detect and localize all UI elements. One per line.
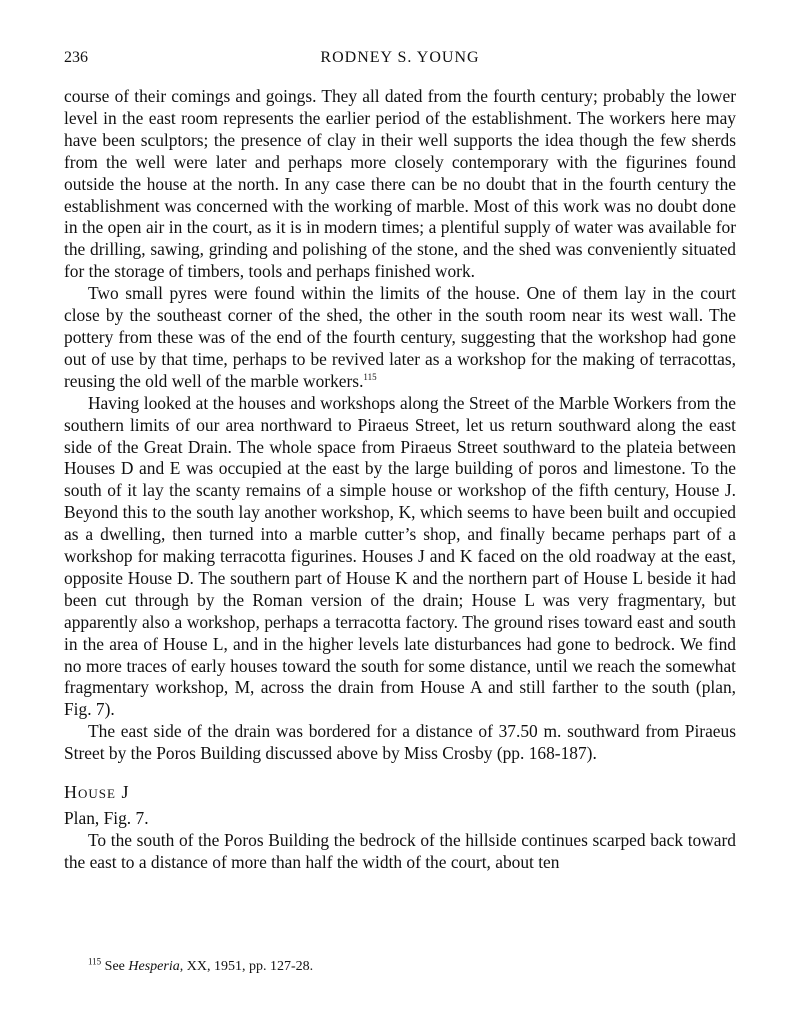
footnote-journal: Hesperia: [128, 959, 180, 974]
paragraph-1: course of their comings and goings. They all dated from the fourth century; probably the lower level in the east room represents the earlier period of the establishment. The workers here may have been sculptors; the presence of clay in their well supports the idea though the few sherds from the well were later and perhaps more closely contemporary with the figurines found outside the house at the north. In any case there can be no doubt that in the fourth century the establishment was concerned with the working of marble. Most of this work was no doubt done in the open air in the court, as it is in modern times; a plentiful supply of water was available for the drilling, sawing, grinding and polishing of the stone, and the shed was conveniently situated for the storage of timbers, tools and perhaps finished work.: [64, 86, 736, 282]
paragraph-4: The east side of the drain was bordered for a distance of 37.50 m. southward from Piraeus Street by the Poros Building discussed above by Miss Crosby (pp. 168-187).: [64, 721, 736, 764]
footnote-prefix: See: [104, 959, 125, 974]
page-number: 236: [64, 49, 88, 66]
running-title: RODNEY S. YOUNG: [320, 49, 480, 66]
paragraph-5: To the south of the Poros Building the bedrock of the hillside continues scarped back toward the east to a distance of more than half the width of the court, about ten: [64, 829, 736, 872]
footnote-number: 115: [88, 956, 102, 967]
paragraph-2-text: Two small pyres were found within the limits of the house. One of them lay in the court close by the southeast corner of the shed, the other in the south room near its west wall. The pottery from these was of the end of the fourth century, suggesting that the workshop had gone out of use by that time, perhaps to be revived later as a workshop for the making of terracottas, reusing the old well of the marble workers.: [64, 283, 736, 391]
footnote-citation: , XX, 1951, pp. 127-28.: [179, 959, 314, 974]
section-subtitle: Plan, Fig. 7.: [64, 808, 149, 828]
paragraph-3: Having looked at the houses and workshops along the Street of the Marble Workers from the southern limits of our area northward to Piraeus Street, let us return southward along the east side of the Great Drain. The whole space from Piraeus Street southward to the plateia between Houses D and E was occupied at the east by the large building of poros and limestone. To the south of it lay the scanty remains of a simple house or workshop of the fifth century, House J. Beyond this to the south lay another workshop, K, which seems to have been built and occupied as a dwelling, then turned into a marble cutter’s shop, and finally became perhaps part of a workshop for making terracotta figurines. Houses J and K faced on the old roadway at the east, opposite House D. The southern part of House K and the northern part of House L beside it had been cut through by the Roman version of the drain; House L was very fragmentary, but apparently also a workshop, perhaps a terracotta factory. The ground rises toward east and south in the area of House L, and in the higher levels late disturbances had gone to bedrock. We find no more traces of early houses toward the south for some distance, until we reach the somewhat fragmentary workshop, M, across the drain from House A and still farther to the south (plan, Fig. 7).: [64, 392, 736, 720]
footnote: [88, 956, 314, 975]
paragraph-2: [64, 283, 736, 393]
section-title: House J: [64, 782, 130, 803]
body-text: [64, 86, 736, 874]
page-header: [64, 49, 736, 71]
footnote-marker: 115: [363, 371, 377, 382]
